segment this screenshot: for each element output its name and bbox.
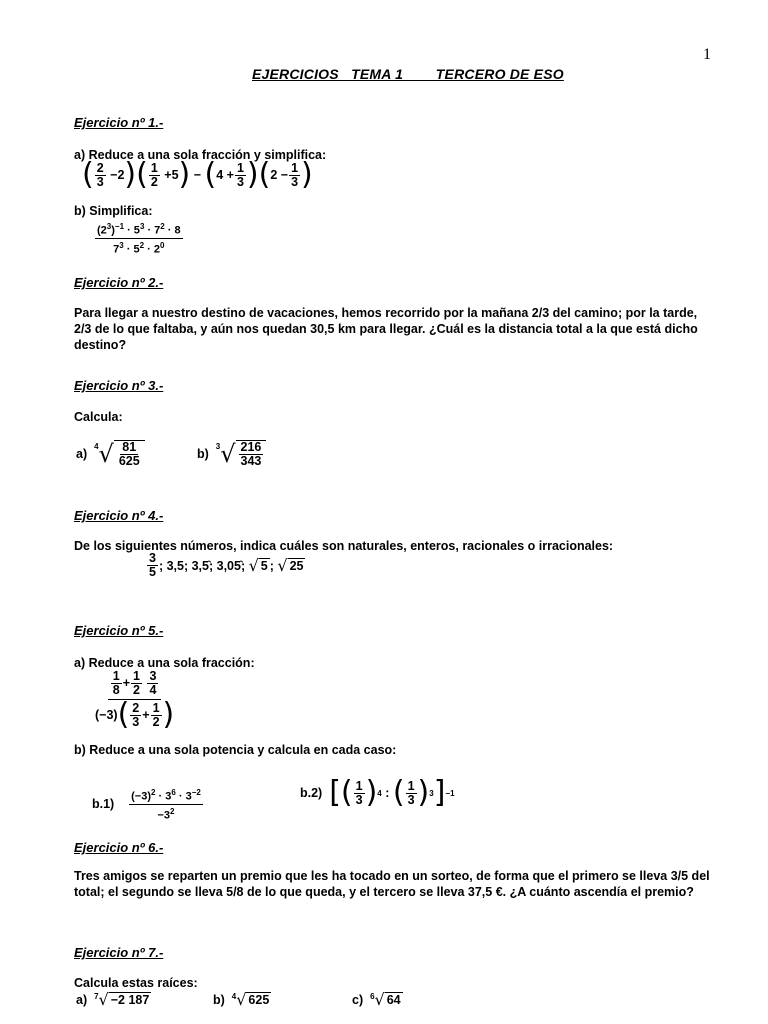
exercise-4-text: De los siguientes números, indica cuáles son naturales, enteros, racionales o irracionales: [74, 539, 614, 553]
exercise-4-heading: Ejercicio nº 4.- [74, 508, 164, 523]
exercise-2-heading: Ejercicio nº 2.- [74, 275, 164, 290]
exercise-3a: a) 4 √ $\frac{81}{625}$ [76, 440, 145, 468]
exercise-3-heading: Ejercicio nº 3.- [74, 378, 164, 393]
exercise-3a-label: a) [76, 447, 88, 461]
exercise-7a-label: a) [76, 992, 88, 1007]
page-number: 1 [703, 46, 711, 63]
exercise-1b-expression: $\frac{(2^3)^{-1} \cdot 5^3 \cdot 7^2 \cdot 8}{7^3 \cdot 5^2 \cdot 2^0}$ [97, 222, 181, 256]
exercise-2-text: Para llegar a nuestro destino de vacaciones, hemos recorrido por la mañana 2/3 del camino; por la tarde, 2/3 de lo que faltaba, y aún nos quedan 30,5 km para llegar. ¿Cuál es la distancia total a la que está dicho destino? [74, 306, 698, 352]
exercise-7b-label: b) [213, 992, 225, 1007]
exercise-1b-label: b) Simplifica: [74, 204, 153, 218]
exercise-5b-label: b) Reduce a una sola potencia y calcula en cada caso: [74, 743, 397, 757]
exercise-7c-label: c) [352, 992, 364, 1007]
exercise-7b: b) 4 √ 625 [213, 990, 270, 1009]
exercise-7-text: Calcula estas raíces: [74, 976, 198, 990]
exercise-6-text: Tres amigos se reparten un premio que les ha tocado en un sorteo, de forma que el primero se lleva 3/5 del total; el segundo se lleva 5/8 de lo que queda, y el tercero se lleva 37,5 €. ¿A cuánto ascendía el premio? [74, 869, 710, 899]
exercise-7-heading: Ejercicio nº 7.- [74, 945, 164, 960]
exercise-5b1-label: b.1) [92, 797, 115, 812]
exercise-3-text: Calcula: [74, 410, 123, 424]
exercise-3b: b) 3 √ $\frac{216}{343}$ [197, 440, 266, 468]
exercise-7c: c) 6 √ 64 [352, 990, 401, 1009]
exercise-1-heading: Ejercicio nº 1.- [74, 115, 164, 130]
exercise-5b2-label: b.2) [300, 786, 323, 800]
exercise-5b2: b.2) [ ( $\frac{1}{3}$ ) 4 : ( $\frac{1}{3}$ ) 3 ] −1 [300, 775, 455, 810]
exercise-3b-label: b) [197, 447, 209, 461]
exercise-1a-expression: ( $\frac{2}{3}$ −2 ) ( $\frac{1}{2}$ +5 ) − ( 4 + $\frac{1}{3}$ ) ( 2 − $\frac{1}{3}$ ) [82, 157, 313, 192]
exercise-4-numbers: $\frac{3}{5}$ ; 3,5; 3,5̑; 3,05̑; √ 5 ; √ 25 [149, 551, 304, 579]
page-title: EJERCICIOS TEMA 1 TERCERO DE ESO [252, 66, 564, 82]
exercise-5a-expression: $\frac{1}{8}$ + $\frac{1}{2}$ $\frac{3}{4}$ (−3) ( $\frac{2}{3}$ + $\frac{1}{2}$ ) [95, 669, 175, 732]
exercise-5a-label: a) Reduce a una sola fracción: [74, 656, 255, 670]
exercise-1a-label: a) Reduce a una sola fracción y simplifica: [74, 148, 327, 162]
exercise-5-heading: Ejercicio nº 5.- [74, 623, 164, 638]
exercise-6-heading: Ejercicio nº 6.- [74, 840, 164, 855]
exercise-7a: a) 7 √ −2 187 [76, 990, 150, 1009]
exercise-5b1: b.1) $\frac{(-3)^2 \cdot 3^6 \cdot 3^{-2}}{-3^2}$ [92, 788, 201, 822]
